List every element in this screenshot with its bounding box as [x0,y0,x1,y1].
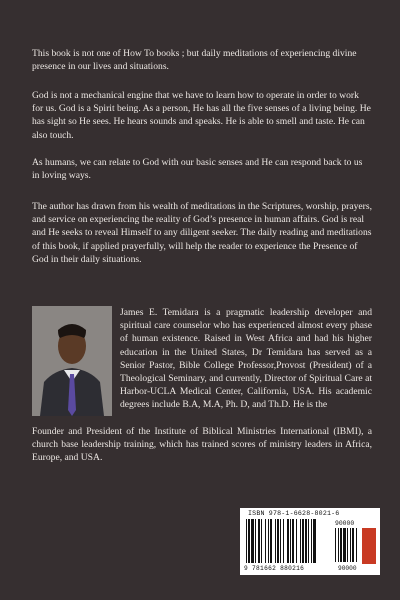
description-paragraph-3: As humans, we can relate to God with our basic senses and He can respond back to us in loving ways. [32,157,363,182]
description-paragraph-2: God is not a mechanical engine that we have to learn how to operate in order to work for us. God is a Spirit being. As a person, He has all the five senses of a living being. He has sight so He sees. He hears sounds and speaks. He is able to smell and taste. He can also touch. [32,90,371,141]
author-bio-top: James E. Temidara is a pragmatic leadership developer and spiritual care counselor who has experienced almost every phase of human existence. Raised in West Africa and had his higher education in the United States, Dr Temidara has served as a Senior Pastor, Bible College Professor,Provost (President) of a Theological Seminary, and currently, Director of Spiritual Care at Harbor-UCLA Medical Center, California, USA. His academic degrees include B.A, M.A, Ph. D, and Th.D. He is the [120,307,372,411]
isbn-barcode-icon [244,519,334,565]
barcode-price-digits: 90000 [338,565,357,572]
price-code: 90000 [335,520,355,527]
barcode-digits: 9 781662 880216 [244,565,305,572]
isbn-label: ISBN 978-1-6628-8021-6 [248,510,340,517]
barcode-panel [240,508,380,575]
author-photo [32,306,112,416]
price-barcode-icon [334,528,360,564]
description-paragraph-1: This book is not one of How To books ; but daily meditations of experiencing divine presence in our lives and situations. [32,48,357,73]
author-bio-bottom: Founder and President of the Institute of Biblical Ministries International (IBMI), a church base leadership training, which has trained scores of ministry leaders in Africa, Europe, and USA. [32,426,372,464]
publisher-logo [362,528,376,564]
author-portrait-illustration [32,306,112,416]
description-paragraph-4: The author has drawn from his wealth of meditations in the Scriptures, worship, prayers, and service on experiencing the reality of God’s presence in human affairs. God is real and He seeks to reveal Himself to any diligent seeker. The daily reading and meditations of this book, if applied prayerfully, will help the reader to experience the Presence of God in their daily situations. [32,201,372,265]
